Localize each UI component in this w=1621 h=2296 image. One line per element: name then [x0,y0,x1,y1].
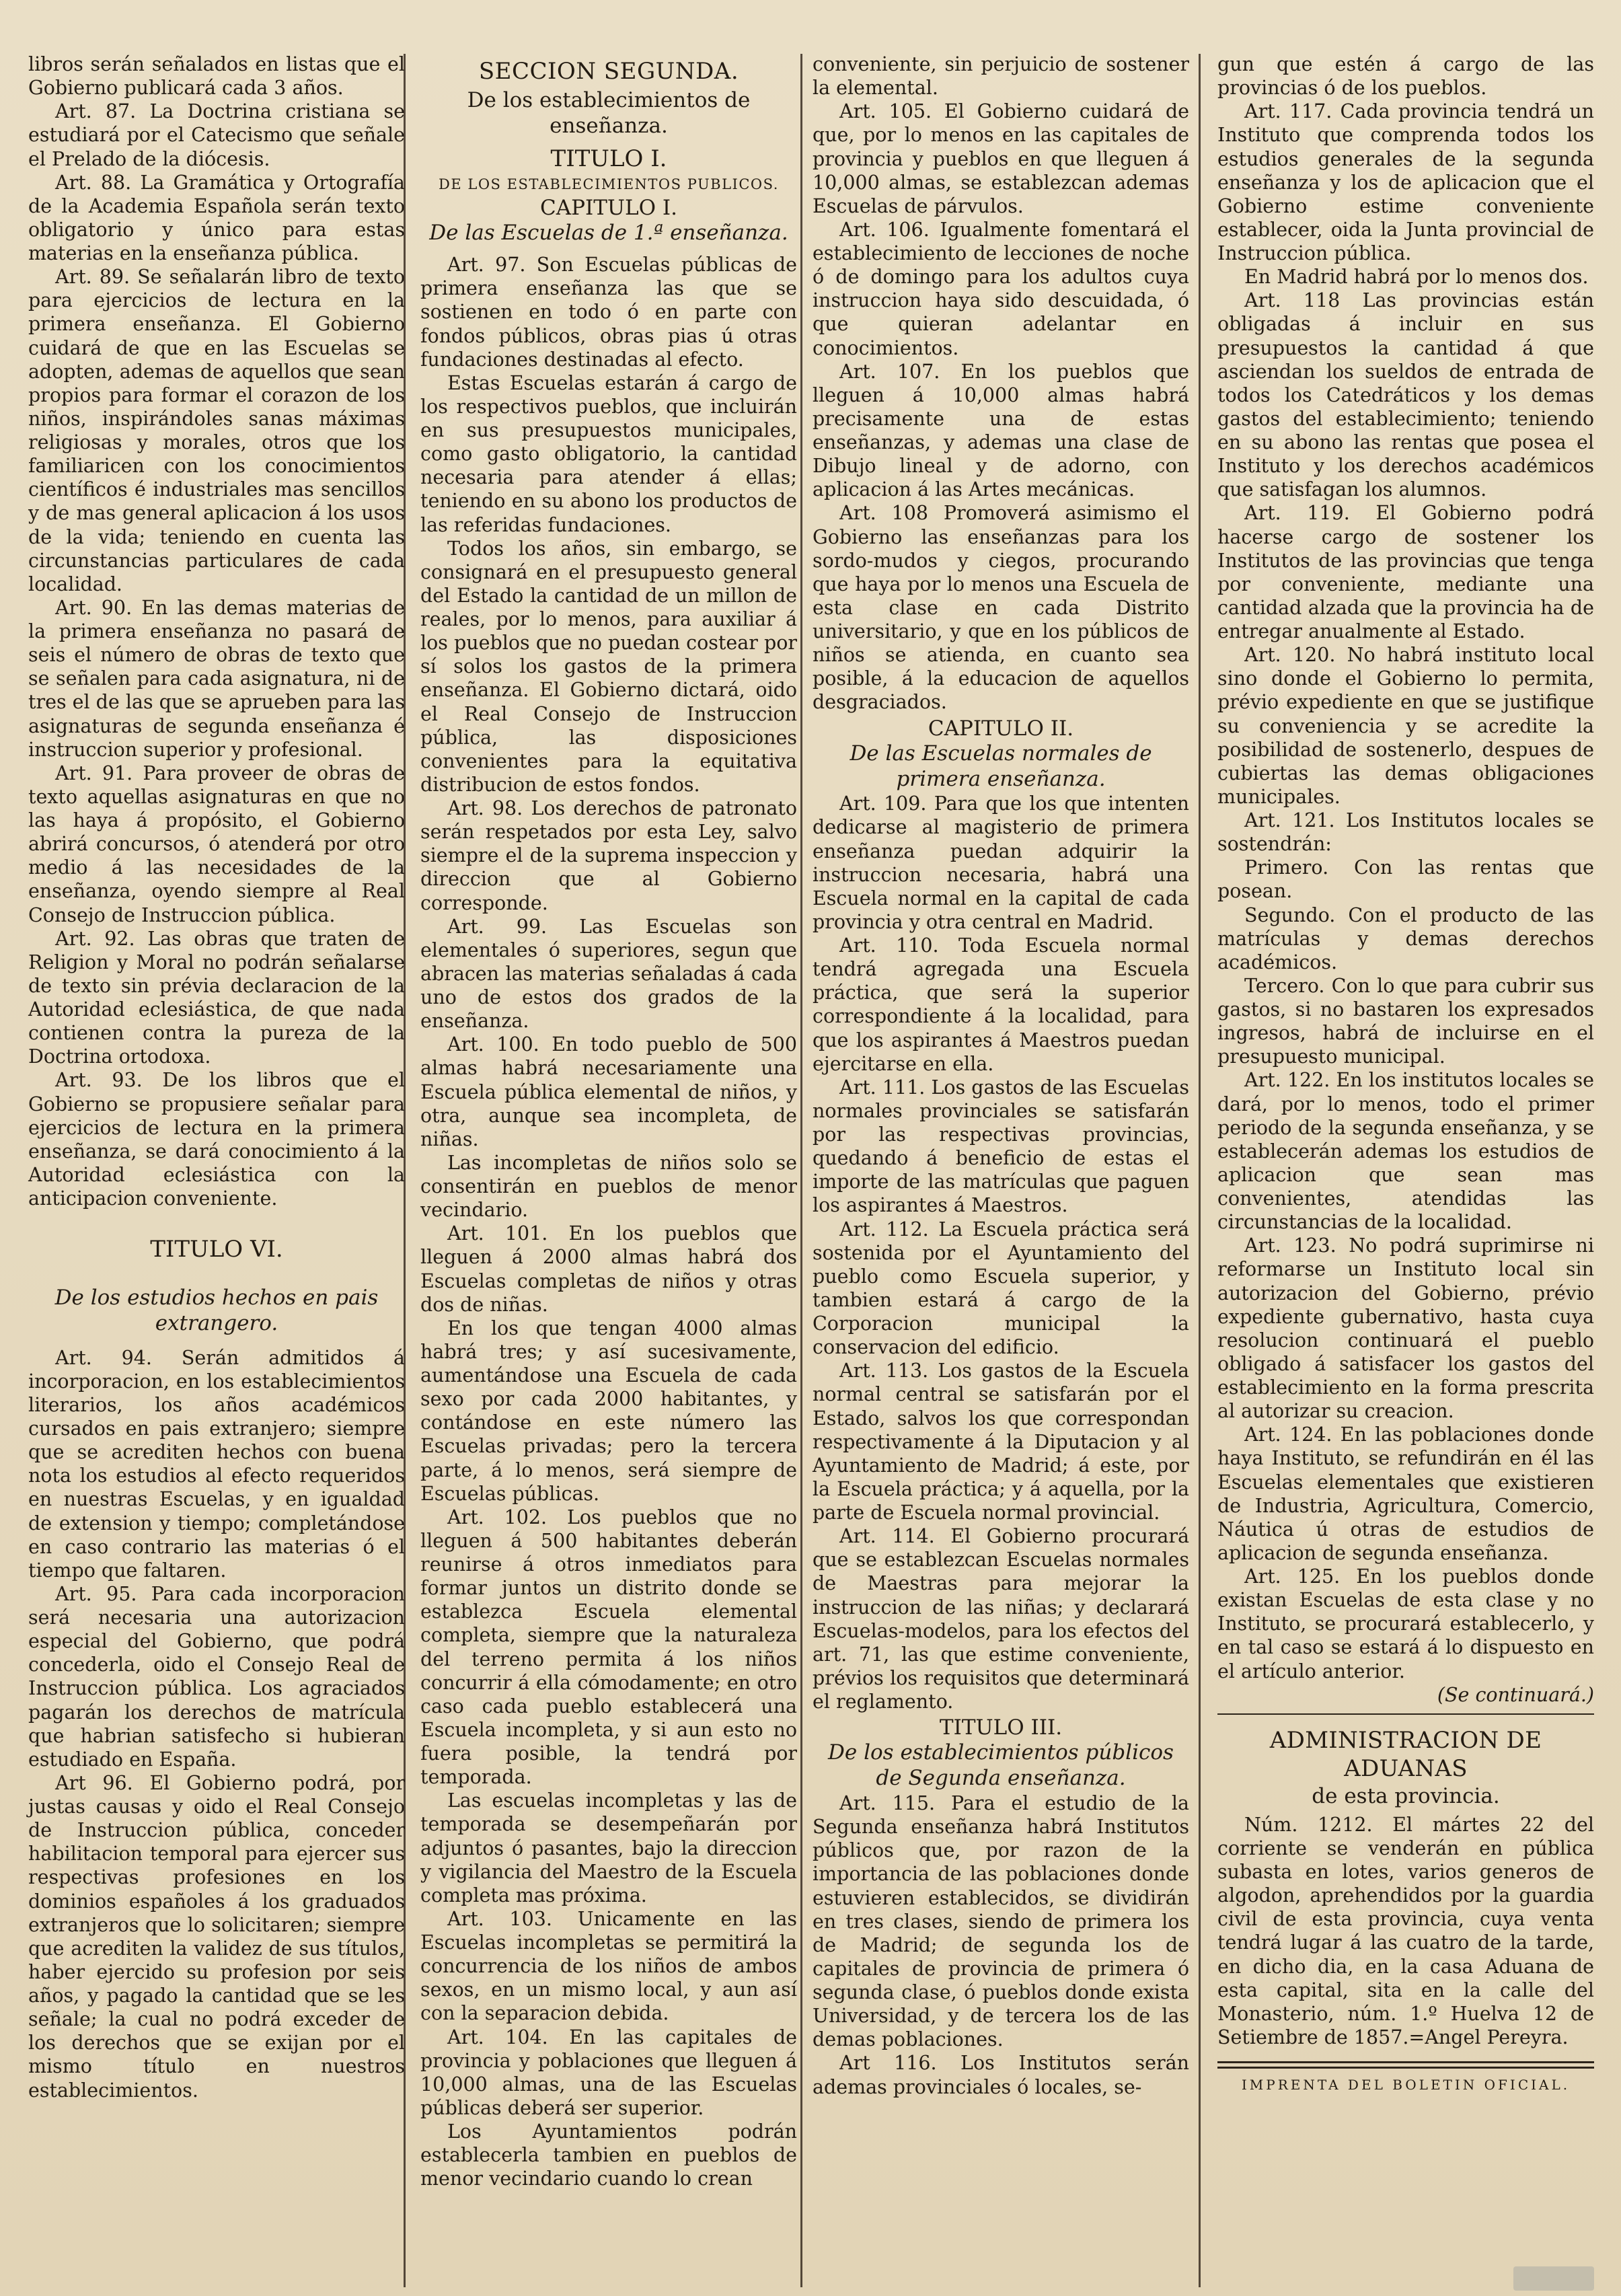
paragraph: Art. 89. Se señalarán libro de texto para ejercicios de lectura en la primera enseñanza. El Gobierno cuidará de que en las Escuelas se adopten, ademas de aquellos que sean propios para formar el corazon de los niños, inspirándoles sanas máximas religiosas y morales, otros que los familiaricen con los conocimientos científicos é industriales mas sencillos y de mas general aplicacion á los usos de la vida; teniendo en cuenta las circunstancias particulares de cada localidad. [28,266,405,595]
paragraph: Art. 98. Los derechos de patronato serán respetados por esta Ley, salvo siempre el de la suprema inspeccion y direccion que al Gobierno corresponde. [420,797,797,914]
paragraph: Estas Escuelas estarán á cargo de los respectivos pueblos, que incluirán en sus presupuestos municipales, como gasto obligatorio, la cantidad necesaria para atender á ellas; teniendo en su abono los productos de las referidas fundaciones. [420,371,797,536]
chapter-heading: CAPITULO I. [540,196,677,221]
paragraph: Art. 97. Son Escuelas públicas de primera enseñanza las que se sostienen en todo ó en parte con fondos públicos, obras pias ú otras fundaciones destinadas al efecto. [420,254,797,371]
paragraph: Art. 88. La Gramática y Ortografía de la Academia Española serán texto obligatorio y único para estas materias en la enseñanza pública. [28,171,405,264]
chapter-subheading: De las Escuelas normales de primera enseñanza. [850,741,1152,791]
paragraph: Art. 103. Unicamente en las Escuelas incompletas se permitirá la concurrencia de los niños de ambos sexos, en un mismo local, y aun así con la separacion debida. [420,1907,797,2025]
paragraph: Art. 114. El Gobierno procurará que se establezcan Escuelas normales de Maestras para mejorar la instruccion de las niñas; y declarará Escuelas-modelos, para los efectos del art. 71, las que estime conveniente, prévios los requisitos que determinará el reglamento. [813,1525,1189,1713]
column-4 [1217,52,1594,2094]
notice-heading: ADMINISTRACION DE ADUANAS [1269,1726,1542,1782]
paragraph: Art. 99. Las Escuelas son elementales ó superiores, segun que abracen las materias señaladas á cada uno de estos dos grados de la enseñanza. [420,915,797,1033]
paragraph: Art. 91. Para proveer de obras de texto aquellas asignaturas en que no las haya á propósito, el Gobierno abrirá concursos, ó atenderá por otro medio á las necesidades de la enseñanza, oyendo siempre al Real Consejo de Instruccion pública. [28,762,405,926]
paragraph: Art. 104. En las capitales de provincia y poblaciones que lleguen á 10,000 almas, una de las Escuelas públicas deberá ser superior. [420,2026,797,2119]
title-heading: TITULO I. [550,145,667,173]
paragraph: Todos los años, sin embargo, se consignará en el presupuesto general del Estado la cantidad de un millon de reales, por lo menos, para auxiliar á los pueblos que no puedan costear por sí solos los gastos de la primera enseñanza. El Gobierno dictará, oido el Real Consejo de Instruccion pública, las disposiciones convenientes para la equitativa distribucion de estos fondos. [420,537,797,796]
paragraph: Art. 117. Cada provincia tendrá un Instituto que comprenda todos los estudios generales de la segunda enseñanza y los de aplicacion que el Gobierno estime conveniente establecer, oida la Junta provincial de Instruccion pública. [1217,100,1594,264]
divider [1217,2061,1594,2069]
notice-text: Núm. 1212. El mártes 22 del corriente se venderán en pública subasta en lotes, varios generos de algodon, aprehendidos por la guardia civil de esta provincia, cuya venta tendrá lugar á las cuatro de la tarde, en dicho dia, en la casa Aduana de esta capital, sita en la calle del Monasterio, núm. 1.º Huelva 12 de Setiembre de 1857.=Angel Pereyra. [1217,1813,1594,2048]
paragraph: Art. 122. En los institutos locales se dará, por lo menos, todo el primer periodo de la segunda enseñanza, y se establecerán ademas los estudios de aplicacion que sean mas convenientes, atendidas las circunstancias de la localidad. [1217,1069,1594,1234]
paragraph: En Madrid habrá por lo menos dos. [1244,266,1589,289]
paragraph: Art 116. Los Institutos serán ademas provinciales ó locales, se- [813,2052,1189,2098]
paragraph: Art 96. El Gobierno podrá, por justas causas y oido el Real Consejo de Instruccion pública, conceder habilitacion temporal para ejercer sus respectivas profesiones en los dominios españoles á los graduados extranjeros que lo solicitaren; siempre que acrediten la validez de sus títulos, haber ejercido su profesion por seis años, y pagado la cantidad que se les señale; la cual no podrá exceder de los derechos que se exijan por el mismo título en nuestros establecimientos. [28,1771,405,2102]
chapter-heading: CAPITULO II. [928,716,1074,741]
paragraph: Primero. Con las rentas que posean. [1217,856,1594,903]
paragraph: Art. 123. No podrá suprimirse ni reformarse un Instituto local sin autorizacion del Gobierno, prévio expediente gubernativo, hasta cuya resolucion continuará el pueblo obligado á satisfacer los gastos del establecimiento en la forma prescrita al autorizar su creacion. [1217,1234,1594,1423]
paragraph: Art. 113. Los gastos de la Escuela normal central se satisfarán por el Estado, salvos los que correspondan respectivamente á la Diputacion y al Ayuntamiento de Madrid; á este, por la Escuela práctica; y á aquella, por la parte de Escuela normal provincial. [813,1360,1189,1524]
paragraph: Tercero. Con lo que para cubrir sus gastos, si no bastaren los expresados ingresos, habrá de incluirse en el presupuesto municipal. [1217,974,1594,1068]
chapter-subheading: De las Escuelas de 1.ª enseñanza. [429,221,788,246]
continuation-note: (Se continuará.) [1437,1683,1594,1706]
paragraph: Segundo. Con el producto de las matrículas y demas derechos académicos. [1217,903,1594,973]
paragraph: Art. 93. De los libros que el Gobierno se propusiere señalar para ejercicios de lectura en la primera enseñanza, se dará conocimiento á la Autoridad eclesiástica con la anticipacion conveniente. [28,1069,405,1210]
title-heading: TITULO III. [939,1715,1063,1740]
paragraph: Art. 105. El Gobierno cuidará de que, por lo menos en las capitales de provincia y pueblos en que lleguen á 10,000 almas, se establezcan ademas Escuelas de párvulos. [813,100,1189,217]
paragraph: Las incompletas de niños solo se consentirán en pueblos de menor vecindario. [420,1151,797,1222]
paragraph: gun que estén á cargo de las provincias ó de los pueblos. [1217,53,1594,100]
paragraph: Art. 102. Los pueblos que no lleguen á 500 habitantes deberán reunirse á otros inmediatos para formar juntos un distrito donde se establezca Escuela elemental completa, siempre que la naturaleza del terreno permita á los niños concurrir á ella cómodamente; en otro caso cada pueblo establecerá una Escuela incompleta, y si aun esto no fuera posible, la tendrá por temporada. [420,1506,797,1789]
printer-imprint: IMPRENTA DEL BOLETIN OFICIAL. [1241,2077,1571,2094]
section-subheading: De los establecimientos de enseñanza. [467,87,751,139]
paragraph: Art. 101. En los pueblos que lleguen á 2000 almas habrá dos Escuelas completas de niños y otras dos de niñas. [420,1222,797,1316]
paragraph: Art. 121. Los Institutos locales se sostendrán: [1217,809,1594,856]
paragraph: Art. 125. En los pueblos donde existan Escuelas de esta clase y no Instituto, se procurará establecerlo, y en tal caso se estará á lo dispuesto en el artículo anterior. [1217,1565,1594,1682]
section-heading: SECCION SEGUNDA. [478,58,739,85]
paragraph: Art. 94. Serán admitidos á incorporacion, en los establecimientos literarios, los años académicos cursados en pais extranjero; siempre que se acrediten hechos con buena nota los estudios al efecto requeridos en nuestras Escuelas, y en igualdad de extension y tiempo; completándose en caso contrario las materias ó el tiempo que faltaren. [28,1346,405,1582]
paragraph: Art. 100. En todo pueblo de 500 almas habrá necesariamente una Escuela pública elemental de niños, y otra, aunque sea incompleta, de niñas. [420,1033,797,1150]
paragraph: Art. 111. Los gastos de las Escuelas normales provinciales se satisfarán por las respectivas provincias, quedando á beneficio de estas el importe de las matrículas que paguen los aspirantes á Maestros. [813,1076,1189,1217]
title-subheading: DE LOS ESTABLECIMIENTOS PUBLICOS. [439,176,779,193]
column-rule [1199,54,1201,2287]
paragraph: Art. 87. La Doctrina cristiana se estudiará por el Catecismo que señale el Prelado de la diócesis. [28,100,405,170]
paragraph: conveniente, sin perjuicio de sostener la elemental. [813,53,1189,100]
notice-subheading: de esta provincia. [1312,1783,1500,1808]
paragraph: Art. 107. En los pueblos que lleguen á 10,000 almas habrá precisamente una de estas enseñanzas, y ademas una clase de Dibujo lineal y de adorno, con aplicacion á las Artes mecánicas. [813,360,1189,501]
section-subheading: De los estudios hechos en pais extrangero. [54,1286,379,1335]
paragraph: Art. 112. La Escuela práctica será sostenida por el Ayuntamiento del pueblo como Escuela superior, y tambien estará á cargo de la Corporacion municipal la conservacion del edificio. [813,1218,1189,1359]
library-stamp [1513,2266,1594,2291]
column-1 [28,52,405,2102]
paragraph: Art. 95. Para cada incorporacion será necesaria una autorizacion especial del Gobierno, que podrá concederla, oido el Consejo Real de Instruccion pública. Los agraciados pagarán los derechos de matrícula que habrian satisfecho si hubieran estudiado en España. [28,1582,405,1771]
section-heading: TITULO VI. [150,1236,283,1263]
paragraph: Art. 118 Las provincias están obligadas á incluir en sus presupuestos la cantidad á que asciendan los sueldos de entrada de todos los Catedráticos y los demas gastos del establecimiento; teniendo en su abono las rentas que posea el Instituto y los derechos académicos que satisfagan los alumnos. [1217,289,1594,501]
paragraph: Art. 119. El Gobierno podrá hacerse cargo de sostener los Institutos de las provincias que tenga por conveniente, mediante una cantidad alzada que la provincia ha de entregar anualmente al Estado. [1217,502,1594,642]
title-subheading: De los establecimientos públicos de Segunda enseñanza. [828,1740,1174,1791]
paragraph: En los que tengan 4000 almas habrá tres; y así sucesivamente, aumentándose una Escuela de cada sexo por cada 2000 habitantes, y contándose en este número las Escuelas privadas; pero la tercera parte, á lo menos, será siempre de Escuelas públicas. [420,1317,797,1505]
paragraph: Art. 106. Igualmente fomentará el establecimiento de lecciones de noche ó de domingo para los adultos cuya instruccion haya sido descuidada, ó que quieran adelantar en conocimientos. [813,218,1189,359]
paragraph: Art. 120. No habrá instituto local sino donde el Gobierno lo permita, prévio expediente en que se justifique su conveniencia y se acredite la posibilidad de sostenerlo, despues de cubiertas las demas obligaciones municipales. [1217,644,1594,808]
paragraph: Las escuelas incompletas y las de temporada se desempeñarán por adjuntos ó pasantes, bajo la direccion y vigilancia del Maestro de la Escuela completa mas próxima. [420,1789,797,1906]
column-rule [800,54,802,2287]
paragraph: libros serán señalados en listas que el Gobierno publicará cada 3 años. [28,53,405,100]
paragraph: Art. 92. Las obras que traten de Religion y Moral no podrán señalarse de texto sin prévia declaracion de la Autoridad eclesiástica, de que nada contienen contra la pureza de la Doctrina ortodoxa. [28,927,405,1068]
paragraph: Art. 124. En las poblaciones donde haya Instituto, se refundirán en él las Escuelas elementales que existieren de Industria, Agricultura, Comercio, Náutica ú otras de estudios de aplicacion de segunda enseñanza. [1217,1423,1594,1564]
column-2 [420,52,797,2190]
paragraph: Art. 110. Toda Escuela normal tendrá agregada una Escuela práctica, que será la superior correspondiente á la localidad, para que los aspirantes á Maestros puedan ejercitarse en ella. [813,934,1189,1075]
paragraph: Art. 115. Para el estudio de la Segunda enseñanza habrá Institutos públicos que, por razon de la importancia de las poblaciones donde estuvieren establecidos, se dividirán en tres clases, siendo de primera los de Madrid; de segunda los de capitales de provincia de primera ó segunda clase, ó pueblos donde exista Universidad, y de tercera los de las demas poblaciones. [813,1792,1189,2051]
paragraph: Art. 90. En las demas materias de la primera enseñanza no pasará de seis el número de obras de texto que se señalen para cada asignatura, ni de tres el de las que se aprueben para las asignaturas de segunda enseñanza é instruccion superior y profesional. [28,596,405,761]
column-3 [813,52,1189,2099]
paragraph: Art. 108 Promoverá asimismo el Gobierno las enseñanzas para los sordo-mudos y ciegos, procurando que haya por lo menos una Escuela de esta clase en cada Distrito universitario, y que en los públicos de niños se atienda, en cuanto sea posible, á la educacion de aquellos desgraciados. [813,502,1189,714]
paragraph: Art. 109. Para que los que intenten dedicarse al magisterio de primera enseñanza puedan adquirir la instruccion necesaria, habrá una Escuela normal en la capital de cada provincia y otra central en Madrid. [813,792,1189,933]
paragraph: Los Ayuntamientos podrán establecerla tambien en pueblos de menor vecindario cuando lo crean [420,2120,797,2190]
